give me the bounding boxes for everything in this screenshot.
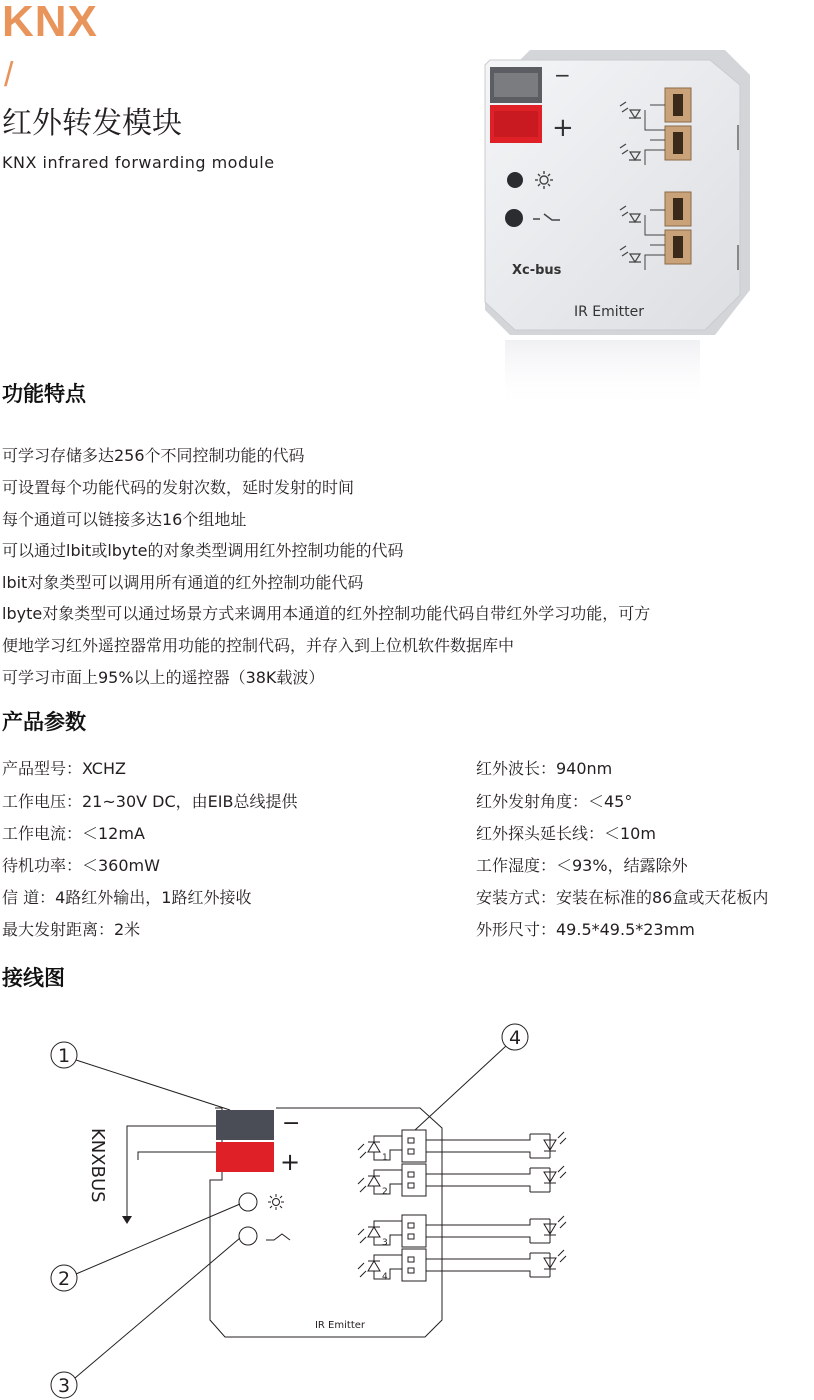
feature-line-8: 可学习市面上95%以上的遥控器（38K载波） bbox=[2, 668, 325, 687]
feature-line-2: 可设置每个功能代码的发射次数，延时发射的时间 bbox=[2, 478, 355, 497]
wiring-switch-icon bbox=[266, 1234, 290, 1240]
spec-left-5: 信 道：4路红外输出，1路红外接收 bbox=[2, 888, 252, 907]
photo-emitter-label: IR Emitter bbox=[574, 304, 645, 320]
internal-channel-diodes bbox=[358, 1136, 402, 1279]
wiring-heading: 接线图 bbox=[2, 966, 65, 990]
spec-left-6: 最大发射距离：2米 bbox=[2, 920, 141, 939]
spec-right-3: 红外探头延长线：＜10m bbox=[476, 824, 656, 843]
spec-right-2: 红外发射角度：＜45° bbox=[476, 792, 633, 811]
features-heading: 功能特点 bbox=[2, 382, 86, 406]
wiring-button bbox=[239, 1227, 257, 1245]
leader-line-2 bbox=[76, 1204, 240, 1274]
spec-left-1: 产品型号：XCHZ bbox=[2, 759, 126, 778]
wiring-sun-icon bbox=[268, 1194, 284, 1210]
channel-label-2: 2 bbox=[382, 1187, 388, 1197]
spec-left-3: 工作电流：＜12mA bbox=[2, 824, 145, 843]
leader-line-1 bbox=[76, 1060, 230, 1110]
feature-line-3: 每个通道可以链接多达16个组地址 bbox=[2, 510, 247, 529]
knxbus-label: KNXBUS bbox=[87, 1128, 108, 1203]
channel-label-1: 1 bbox=[382, 1153, 388, 1163]
wiring-minus-sign: − bbox=[282, 1111, 301, 1136]
spec-right-6: 外形尺寸：49.5*49.5*23mm bbox=[476, 920, 695, 939]
external-emitter-diodes bbox=[530, 1132, 566, 1277]
leader-line-4 bbox=[415, 1046, 506, 1130]
bus-line-plus bbox=[138, 1152, 216, 1160]
photo-led bbox=[507, 172, 523, 188]
spec-left-4: 待机功率：＜360mW bbox=[2, 856, 160, 875]
connector-2 bbox=[402, 1164, 426, 1196]
spec-right-4: 工作湿度：＜93%，结露除外 bbox=[476, 856, 688, 875]
photo-minus-sign: − bbox=[554, 63, 571, 87]
connector-1 bbox=[402, 1130, 426, 1162]
feature-line-1: 可学习存储多达256个不同控制功能的代码 bbox=[2, 446, 305, 465]
spec-left-2: 工作电压：21~30V DC，由EIB总线提供 bbox=[2, 792, 298, 811]
feature-line-7: 便地学习红外遥控器常用功能的控制代码，并存入到上位机软件数据库中 bbox=[2, 636, 515, 655]
channel-label-3: 3 bbox=[382, 1238, 388, 1248]
feature-line-4: 可以通过lbit或lbyte的对象类型调用红外控制功能的代码 bbox=[2, 541, 404, 560]
wiring-emitter-label: IR Emitter bbox=[314, 1320, 366, 1331]
callout-number-4: 4 bbox=[508, 1027, 522, 1049]
wiring-plus-sign: + bbox=[280, 1148, 301, 1176]
wiring-terminal-plus bbox=[216, 1142, 274, 1172]
page-title: 红外转发模块 bbox=[2, 106, 182, 141]
spec-right-1: 红外波长：940nm bbox=[476, 759, 613, 778]
brand-slash: / bbox=[4, 56, 14, 94]
connector-4 bbox=[402, 1249, 426, 1281]
channel-label-4: 4 bbox=[382, 1272, 388, 1282]
photo-learn-button bbox=[505, 209, 523, 227]
brand-logo: KNX bbox=[2, 0, 98, 46]
page-subtitle: KNX infrared forwarding module bbox=[2, 153, 275, 172]
bus-arrow-head bbox=[122, 1216, 132, 1224]
module-reflection bbox=[505, 340, 700, 410]
wiring-terminal-minus bbox=[216, 1110, 274, 1140]
photo-plus-sign: + bbox=[552, 113, 574, 143]
photo-model-label: Xc-bus bbox=[512, 263, 562, 278]
connector-3 bbox=[402, 1215, 426, 1247]
specs-heading: 产品参数 bbox=[2, 710, 86, 734]
product-photo bbox=[470, 40, 760, 410]
wiring-diagram bbox=[0, 1010, 640, 1400]
callout-number-2: 2 bbox=[57, 1268, 71, 1290]
wiring-led bbox=[239, 1193, 257, 1211]
feature-line-5: lbit对象类型可以调用所有通道的红外控制功能代码 bbox=[2, 573, 364, 592]
callout-number-3: 3 bbox=[57, 1375, 71, 1397]
callout-number-1: 1 bbox=[57, 1045, 71, 1067]
bus-line-minus bbox=[127, 1126, 216, 1220]
feature-line-6: lbyte对象类型可以通过场景方式来调用本通道的红外控制功能代码自带红外学习功能，可方 bbox=[2, 604, 651, 623]
leader-line-3 bbox=[75, 1238, 240, 1378]
spec-right-5: 安装方式：安装在标准的86盒或天花板内 bbox=[476, 888, 769, 907]
